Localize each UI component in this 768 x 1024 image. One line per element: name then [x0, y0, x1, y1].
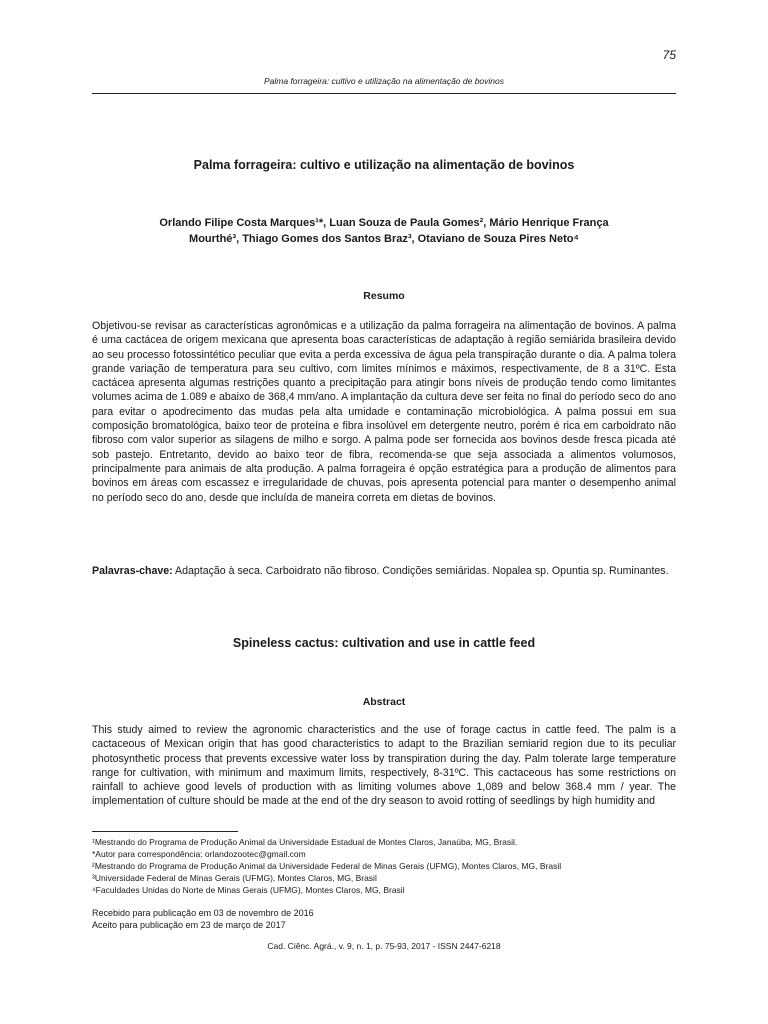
title-english: Spineless cactus: cultivation and use in cattle feed — [232, 636, 536, 650]
header-divider — [92, 93, 676, 94]
authors — [92, 216, 676, 247]
footnotes — [92, 836, 676, 896]
resumo-text: Objetivou-se revisar as características agronômicas e a utilização da palma forrageira na alimentação de bovinos. A palma é uma cactácea de origem mexicana que apresenta boas características de adaptação à região semiárida brasileira devido ao seu processo fotossintético peculiar que evita a perda excessiva de água pela transpiração durante o dia. A palma tolera grande variação de temperatura para seu cultivo, com limites mínimos e máximos, respectivamente, de 8 a 31ºC. Esta cactácea apresenta algumas restrições quanto a precipitação para atingir bons níveis de produção tendo como limitantes volumes acima de 1.089 e abaixo de 368,4 mm/ano. A implantação da cultura deve ser feita no final do período seco do ano para evitar o apodrecimento das mudas pela alta umidade e contaminação microbiológica. A palma possui em sua composição bromatológica, baixo teor de proteína e fibra insolúvel em detergente neutro, porém é rica em carboidrato não fibroso com valor superior as silagens de milho e sorgo. A palma pode ser fornecida aos bovinos desde fresca picada até sob pastejo. Entretanto, devido ao baixo teor de fibra, recomenda-se que seja associada a alimentos volumosos, principalmente para animais de alta produção. A palma forrageira é opção estratégica para a produção de alimentos para bovinos em áreas com escassez e irregularidade de chuvas, pois apresenta potencial para manter o desempenho animal no período seco do ano, desde que incluída de maneira correta em dietas de bovinos. — [92, 320, 676, 504]
footnote-1: ¹Mestrando do Programa de Produção Animal da Universidade Estadual de Montes Claros, Janaúba, MG, Brasil. — [92, 837, 518, 847]
footnote-3: ³Universidade Federal de Minas Gerais (UFMG), Montes Claros, MG, Brasil — [92, 873, 377, 883]
journal-citation: Cad. Ciênc. Agrá., v. 9, n. 1, p. 75-93, 2017 - ISSN 2447-6218 — [267, 941, 501, 951]
authors-line-1: Orlando Filipe Costa Marques¹*, Luan Souza de Paula Gomes², Mário Henrique França — [159, 217, 609, 229]
authors-line-2: Mourthé³, Thiago Gomes dos Santos Braz³, Otaviano de Souza Pires Neto⁴ — [189, 232, 579, 245]
keywords — [92, 564, 676, 578]
publication-dates — [92, 907, 314, 931]
title-portuguese: Palma forrageira: cultivo e utilização na alimentação de bovinos — [193, 158, 575, 172]
footnote-4: ⁴Faculdades Unidas do Norte de Minas Gerais (UFMG), Montes Claros, MG, Brasil — [92, 885, 405, 895]
received-date: Recebido para publicação em 03 de novembro de 2016 — [92, 908, 314, 918]
running-head: Palma forrageira: cultivo e utilização na alimentação de bovinos — [263, 76, 505, 86]
page-number: 75 — [662, 48, 676, 62]
keywords-text: Adaptação à seca. Carboidrato não fibroso. Condições semiáridas. Nopalea sp. Opuntia sp. Ruminantes. — [172, 565, 669, 577]
abstract-heading: Abstract — [362, 696, 406, 708]
footnote-divider — [92, 831, 238, 832]
resumo-heading: Resumo — [363, 290, 405, 302]
abstract-text: This study aimed to review the agronomic characteristics and the use of forage cactus in cattle feed. The palm is a cactaceous of Mexican origin that has good characteristics to adapt to the Brazilian semiarid region due to its peculiar photosynthetic process that prevents excessive water loss by transpiration during the day. Palm tolerate large temperature range for cultivation, with minimum and maximum limits, respectively, 8-31ºC. This cactaceous has some restrictions on rainfall to achieve good levels of production with as limiting volumes above 1,089 and below 368.4 mm / year. The implementation of culture should be made at the end of the dry season to avoid rotting of seedlings by high humidity and — [92, 724, 676, 808]
footnote-corresponding: *Autor para correspondência: orlandozootec@gmail.com — [92, 849, 306, 859]
keywords-label: Palavras-chave: — [92, 565, 173, 577]
footnote-2: ²Mestrando do Programa de Produção Animal da Universidade Federal de Minas Gerais (UFMG), Montes Claros, MG, Brasil — [92, 861, 562, 871]
accepted-date: Aceito para publicação em 23 de março de 2017 — [92, 920, 286, 930]
